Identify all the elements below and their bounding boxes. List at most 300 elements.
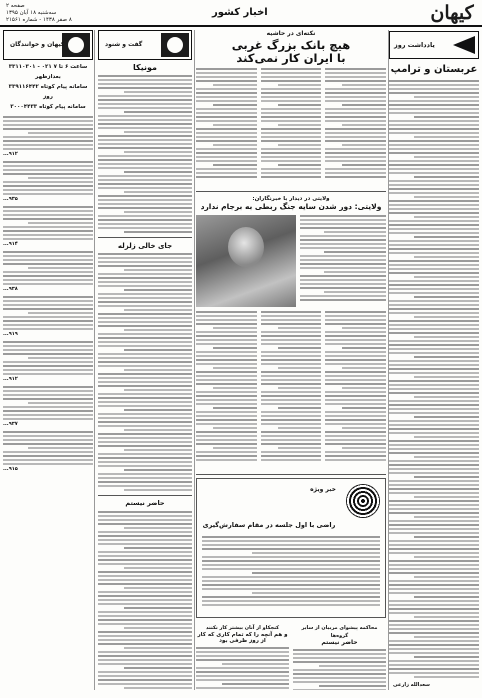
- text-line: [98, 655, 192, 657]
- text-line: [325, 451, 386, 453]
- editorial-headline: عربستان و ترامپ: [390, 64, 478, 75]
- text-line: [261, 96, 322, 98]
- reader-phone-number: ...۹۳۸: [3, 286, 18, 292]
- text-line: [3, 124, 93, 126]
- text-line: [300, 223, 386, 225]
- lower-left-headline: حاضر نیستم: [321, 639, 358, 647]
- text-line: [325, 339, 386, 341]
- text-line: [278, 407, 322, 409]
- text-line: [196, 651, 289, 653]
- text-line: [300, 275, 386, 277]
- text-line: [389, 460, 479, 462]
- text-line: [300, 227, 386, 229]
- text-line: [389, 504, 479, 506]
- text-line: [3, 238, 93, 240]
- text-line: [98, 579, 192, 581]
- text-line: [98, 187, 192, 189]
- text-line: [261, 419, 322, 421]
- text-line: [342, 347, 386, 349]
- text-line: [389, 364, 479, 366]
- text-line: [389, 388, 479, 390]
- editorial-signature: سعدالله زارعی: [393, 682, 430, 688]
- text-line: [196, 399, 257, 401]
- text-line: [196, 423, 257, 425]
- text-line: [389, 128, 479, 130]
- text-line: [98, 401, 192, 403]
- text-line: [261, 423, 322, 425]
- text-line: [389, 160, 479, 162]
- text-line: [124, 309, 192, 311]
- text-line: [3, 255, 93, 257]
- text-line: [98, 551, 192, 553]
- text-line: [293, 677, 386, 679]
- text-line: [261, 68, 322, 70]
- text-line: [196, 315, 257, 317]
- text-line: [98, 159, 192, 161]
- text-line: [389, 412, 479, 414]
- text-line: [98, 215, 192, 217]
- text-line: [28, 177, 93, 179]
- text-line: [278, 347, 322, 349]
- text-line: [389, 632, 479, 634]
- text-line: [196, 335, 257, 337]
- text-line: [98, 583, 192, 585]
- text-line: [414, 136, 479, 138]
- text-line: [325, 136, 386, 138]
- reader-phone-number: ...۹۱۴: [3, 241, 18, 247]
- text-line: [124, 269, 192, 271]
- text-line: [213, 347, 257, 349]
- text-line: [196, 403, 257, 405]
- text-line: [389, 352, 479, 354]
- text-line: [325, 419, 386, 421]
- text-line: [389, 124, 479, 126]
- text-line: [3, 140, 93, 142]
- text-line: [342, 84, 386, 86]
- top-story-text: [196, 68, 386, 188]
- text-line: [389, 572, 479, 574]
- text-line: [196, 128, 257, 130]
- text-line: [389, 228, 479, 230]
- text-line: [98, 535, 192, 537]
- reader-phone-number: ...۹۱۹: [3, 331, 18, 337]
- text-line: [261, 128, 322, 130]
- text-line: [196, 100, 257, 102]
- text-line: [342, 407, 386, 409]
- text-line: [3, 324, 93, 326]
- text-line: [261, 140, 322, 142]
- text-line: [3, 275, 93, 277]
- issue-number: ۸ صفر ۱۴۳۸ - شماره ۲۱۵۶۱: [6, 17, 72, 23]
- text-line: [325, 72, 386, 74]
- text-line: [98, 599, 192, 601]
- text-line: [98, 575, 192, 577]
- text-line: [124, 231, 192, 233]
- text-line: [261, 152, 322, 154]
- text-line: [98, 143, 192, 145]
- text-line: [261, 411, 322, 413]
- text-line: [389, 512, 479, 514]
- text-line: [389, 392, 479, 394]
- text-line: [300, 215, 386, 217]
- text-line: [124, 289, 192, 291]
- text-line: [124, 329, 192, 331]
- text-line: [389, 348, 479, 350]
- text-line: [261, 136, 322, 138]
- text-line: [261, 451, 322, 453]
- text-line: [98, 405, 192, 407]
- text-line: [28, 267, 93, 269]
- text-line: [389, 88, 479, 90]
- text-line: [98, 377, 192, 379]
- text-line: [3, 279, 93, 281]
- text-line: [196, 120, 257, 122]
- text-line: [414, 556, 479, 558]
- text-line: [213, 427, 257, 429]
- text-line: [414, 496, 479, 498]
- text-line: [196, 667, 289, 669]
- text-line: [261, 359, 322, 361]
- text-line: [389, 668, 479, 670]
- text-line: [196, 459, 257, 461]
- text-line: [3, 390, 93, 392]
- text-line: [325, 431, 386, 433]
- text-line: [389, 664, 479, 666]
- text-line: [389, 200, 479, 202]
- text-line: [196, 355, 257, 357]
- text-line: [98, 397, 192, 399]
- text-line: [196, 391, 257, 393]
- text-line: [3, 161, 93, 163]
- text-line: [196, 415, 257, 417]
- text-line: [98, 119, 192, 121]
- text-line: [98, 421, 192, 423]
- text-line: [98, 683, 192, 685]
- text-line: [213, 84, 257, 86]
- reader-phone-number: ...۹۱۲: [3, 376, 18, 382]
- text-line: [389, 288, 479, 290]
- interview-bottom-headline: حاضر نیستم: [125, 499, 165, 508]
- text-line: [325, 391, 386, 393]
- text-line: [414, 316, 479, 318]
- text-line: [414, 676, 479, 678]
- text-line: [389, 272, 479, 274]
- text-line: [389, 120, 479, 122]
- text-line: [196, 68, 257, 70]
- text-line: [414, 356, 479, 358]
- text-line: [28, 132, 93, 134]
- text-line: [389, 440, 479, 442]
- text-line: [98, 425, 192, 427]
- text-line: [98, 457, 192, 459]
- text-line: [325, 68, 386, 70]
- text-line: [196, 687, 289, 689]
- text-line: [3, 349, 93, 351]
- text-line: [98, 333, 192, 335]
- text-line: [124, 151, 192, 153]
- text-line: [3, 308, 93, 310]
- text-line: [389, 432, 479, 434]
- text-line: [261, 80, 322, 82]
- text-line: [124, 607, 192, 609]
- readers-icon: [62, 33, 90, 57]
- text-line: [325, 435, 386, 437]
- text-line: [98, 183, 192, 185]
- text-line: [300, 295, 386, 297]
- text-line: [3, 271, 93, 273]
- text-line: [98, 615, 192, 617]
- text-line: [3, 116, 93, 118]
- text-line: [196, 176, 257, 178]
- text-line: [3, 214, 93, 216]
- text-line: [325, 108, 386, 110]
- text-line: [261, 399, 322, 401]
- text-line: [325, 172, 386, 174]
- text-line: [300, 259, 386, 261]
- text-line: [3, 230, 93, 232]
- text-line: [325, 351, 386, 353]
- text-line: [300, 283, 386, 285]
- text-line: [213, 124, 257, 126]
- text-line: [124, 191, 192, 193]
- text-line: [389, 520, 479, 522]
- top-story-headline-1: هیچ بانک بزرگ غربی: [231, 38, 351, 52]
- text-line: [342, 144, 386, 146]
- text-block: [293, 649, 386, 690]
- text-line: [3, 193, 93, 195]
- top-story-headline-2: با ایران کار نمی‌کند: [236, 51, 346, 66]
- text-line: [389, 452, 479, 454]
- text-line: [389, 532, 479, 534]
- text-line: [325, 455, 386, 457]
- text-line: [3, 181, 93, 183]
- text-line: [213, 104, 257, 106]
- text-line: [389, 208, 479, 210]
- text-line: [278, 84, 322, 86]
- text-line: [325, 311, 386, 313]
- text-line: [213, 144, 257, 146]
- text-line: [196, 363, 257, 365]
- text-line: [414, 196, 479, 198]
- text-line: [213, 387, 257, 389]
- text-line: [98, 643, 192, 645]
- text-line: [196, 112, 257, 114]
- lower-left-kicker: محاکمه پیشوای مربیان از سایر گروه‌ها: [301, 625, 378, 640]
- text-line: [389, 612, 479, 614]
- text-line: [324, 271, 386, 273]
- text-line: [98, 441, 192, 443]
- text-line: [293, 673, 386, 675]
- text-line: [261, 339, 322, 341]
- text-line: [389, 548, 479, 550]
- text-line: [389, 508, 479, 510]
- text-line: [196, 148, 257, 150]
- issue-date: سه‌شنبه ۱۸ آبان ۱۳۹۵: [6, 10, 57, 16]
- photo-story-image: [196, 215, 296, 307]
- text-line: [389, 420, 479, 422]
- text-line: [261, 403, 322, 405]
- text-line: [202, 576, 380, 578]
- text-line: [124, 111, 192, 113]
- text-line: [389, 484, 479, 486]
- text-line: [98, 273, 192, 275]
- center-columns: [196, 30, 386, 690]
- text-line: [414, 376, 479, 378]
- text-block: [325, 311, 386, 471]
- text-line: [196, 395, 257, 397]
- text-line: [261, 435, 322, 437]
- interview-box-label: گفت و شنود: [105, 41, 143, 48]
- text-line: [325, 395, 386, 397]
- text-line: [325, 120, 386, 122]
- text-line: [3, 165, 93, 167]
- text-line: [196, 136, 257, 138]
- text-line: [3, 345, 93, 347]
- text-line: [325, 315, 386, 317]
- special-news-kicker: خبر ویژه: [310, 486, 336, 494]
- text-line: [196, 431, 257, 433]
- text-line: [98, 385, 192, 387]
- text-line: [98, 175, 192, 177]
- text-block: [98, 75, 192, 233]
- text-line: [3, 259, 93, 261]
- text-line: [98, 473, 192, 475]
- text-line: [124, 567, 192, 569]
- text-line: [196, 451, 257, 453]
- text-line: [98, 603, 192, 605]
- text-line: [98, 227, 192, 229]
- text-line: [28, 447, 93, 449]
- text-line: [389, 232, 479, 234]
- text-line: [196, 152, 257, 154]
- text-line: [389, 568, 479, 570]
- text-line: [389, 544, 479, 546]
- text-line: [261, 168, 322, 170]
- text-line: [389, 292, 479, 294]
- text-line: [98, 301, 192, 303]
- text-line: [196, 351, 257, 353]
- top-story-kicker: نکته‌ای در حاشیه: [266, 30, 316, 37]
- text-line: [3, 414, 93, 416]
- text-line: [389, 332, 479, 334]
- text-line: [196, 655, 289, 657]
- text-line: [324, 231, 386, 233]
- text-line: [261, 160, 322, 162]
- text-line: [414, 236, 479, 238]
- text-line: [389, 204, 479, 206]
- text-line: [98, 107, 192, 109]
- text-line: [261, 431, 322, 433]
- text-line: [389, 592, 479, 594]
- text-line: [325, 359, 386, 361]
- text-line: [389, 580, 479, 582]
- text-line: [261, 383, 322, 385]
- reader-message: [3, 206, 93, 247]
- text-line: [389, 552, 479, 554]
- text-block: [261, 68, 322, 188]
- text-line: [98, 445, 192, 447]
- text-line: [293, 681, 386, 683]
- text-line: [98, 611, 192, 613]
- text-line: [389, 100, 479, 102]
- text-line: [261, 108, 322, 110]
- text-block: [98, 253, 192, 491]
- text-line: [414, 436, 479, 438]
- text-line: [389, 212, 479, 214]
- text-line: [261, 156, 322, 158]
- text-line: [98, 99, 192, 101]
- text-line: [389, 268, 479, 270]
- text-line: [414, 616, 479, 618]
- text-line: [3, 373, 93, 375]
- text-line: [196, 411, 257, 413]
- text-line: [98, 103, 192, 105]
- text-line: [202, 600, 380, 602]
- text-line: [342, 427, 386, 429]
- text-line: [389, 372, 479, 374]
- text-line: [389, 104, 479, 106]
- text-line: [98, 277, 192, 279]
- text-line: [261, 395, 322, 397]
- text-line: [389, 660, 479, 662]
- text-line: [414, 536, 479, 538]
- text-line: [98, 437, 192, 439]
- text-line: [98, 79, 192, 81]
- text-line: [414, 416, 479, 418]
- text-line: [98, 559, 192, 561]
- text-line: [300, 235, 386, 237]
- text-line: [98, 433, 192, 435]
- text-line: [213, 447, 257, 449]
- text-line: [3, 148, 93, 150]
- special-news-box: [196, 478, 386, 618]
- text-line: [28, 357, 93, 359]
- text-line: [389, 140, 479, 142]
- text-line: [325, 411, 386, 413]
- text-line: [3, 463, 93, 465]
- text-line: [414, 156, 479, 158]
- text-line: [98, 313, 192, 315]
- text-line: [3, 328, 93, 330]
- reader-message: [3, 341, 93, 382]
- text-line: [261, 439, 322, 441]
- section-title: اخبار کشور: [212, 7, 268, 18]
- text-line: [98, 147, 192, 149]
- text-line: [98, 253, 192, 255]
- text-line: [213, 164, 257, 166]
- text-line: [261, 331, 322, 333]
- text-line: [196, 140, 257, 142]
- text-line: [389, 144, 479, 146]
- text-line: [196, 323, 257, 325]
- text-line: [28, 312, 93, 314]
- text-line: [389, 304, 479, 306]
- column-divider: [194, 30, 195, 690]
- text-line: [261, 355, 322, 357]
- text-line: [98, 317, 192, 319]
- text-line: [196, 419, 257, 421]
- text-line: [202, 596, 380, 598]
- text-line: [196, 172, 257, 174]
- text-line: [196, 156, 257, 158]
- text-line: [98, 631, 192, 633]
- text-line: [389, 224, 479, 226]
- text-block: [196, 68, 257, 188]
- text-line: [213, 327, 257, 329]
- text-line: [3, 341, 93, 343]
- text-line: [389, 640, 479, 642]
- text-line: [196, 671, 289, 673]
